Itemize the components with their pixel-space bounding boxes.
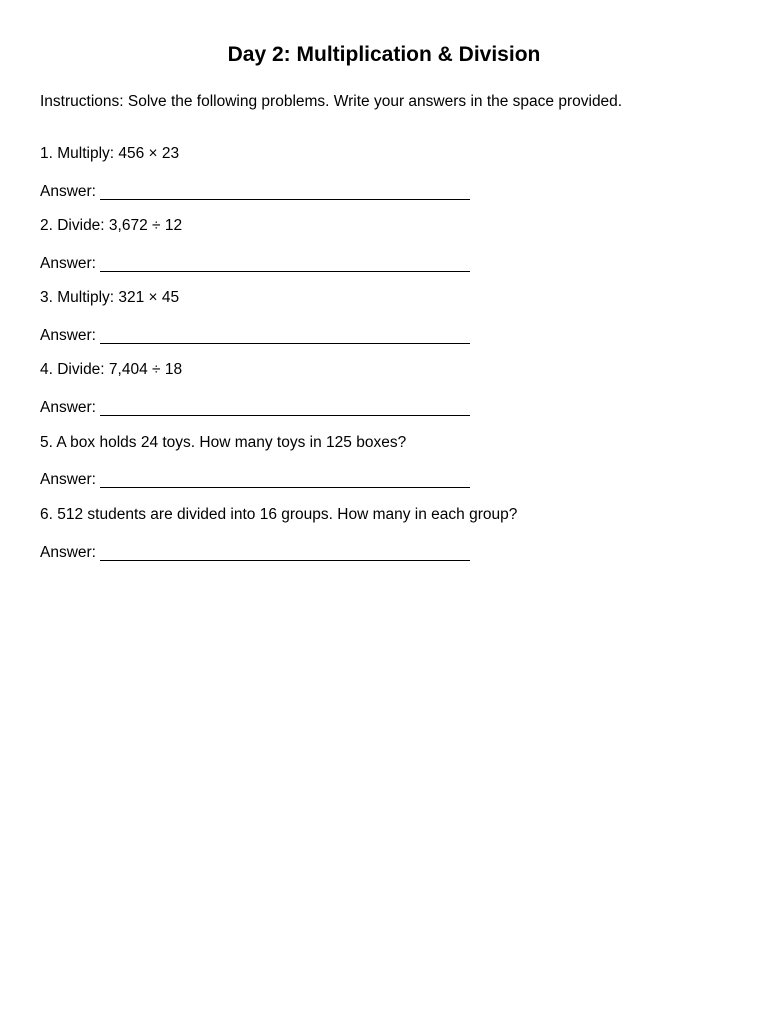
answer-line[interactable]	[100, 343, 470, 344]
answer-label: Answer:	[40, 327, 96, 344]
answer-line[interactable]	[100, 271, 470, 272]
problem-2: 2. Divide: 3,672 ÷ 12	[40, 217, 183, 234]
answer-2[interactable]	[40, 254, 480, 276]
page-title: Day 2: Multiplication & Division	[227, 43, 541, 66]
answer-line[interactable]	[100, 487, 470, 488]
answer-label: Answer:	[40, 183, 96, 200]
answer-label: Answer:	[40, 544, 96, 561]
answer-line[interactable]	[100, 560, 470, 561]
answer-4[interactable]	[40, 398, 480, 420]
answer-6[interactable]	[40, 543, 480, 565]
answer-label: Answer:	[40, 255, 96, 272]
problem-1: 1. Multiply: 456 × 23	[40, 145, 180, 162]
answer-label: Answer:	[40, 399, 96, 416]
problem-3: 3. Multiply: 321 × 45	[40, 289, 180, 306]
answer-1[interactable]	[40, 182, 480, 204]
answer-line[interactable]	[100, 199, 470, 200]
problem-5: 5. A box holds 24 toys. How many toys in 125 boxes?	[40, 434, 407, 451]
problem-4: 4. Divide: 7,404 ÷ 18	[40, 361, 183, 378]
answer-3[interactable]	[40, 326, 480, 348]
answer-line[interactable]	[100, 415, 470, 416]
instructions-text: Instructions: Solve the following problems. Write your answers in the space provided.	[40, 93, 623, 110]
answer-label: Answer:	[40, 471, 96, 488]
answer-5[interactable]	[40, 470, 480, 492]
problem-6: 6. 512 students are divided into 16 groups. How many in each group?	[40, 506, 518, 523]
